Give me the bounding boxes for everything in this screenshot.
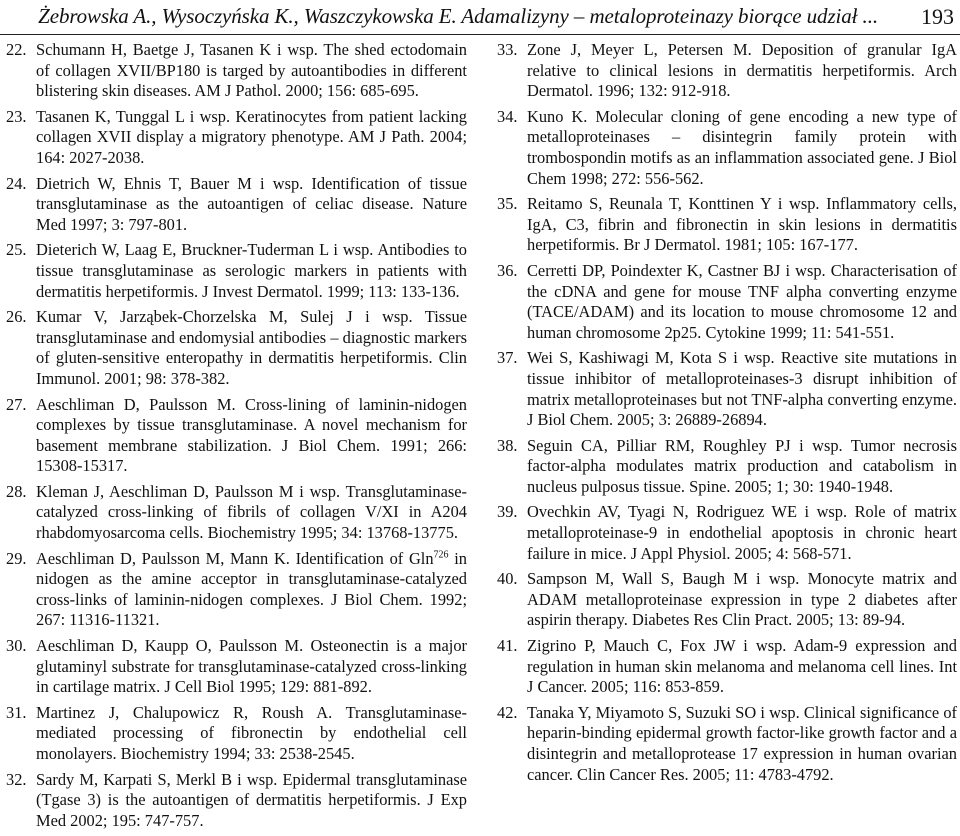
reference-number: 25. xyxy=(6,240,27,260)
reference-text: Sardy M, Karpati S, Merkl B i wsp. Epidermal transglutaminase (Tgase 3) is the autoantigen of dermatitis herpetiformis. J Exp Med 2002; 195: 747-757. xyxy=(36,769,467,830)
reference-number: 28. xyxy=(6,481,27,501)
reference-number: 27. xyxy=(6,394,27,414)
reference-number: 30. xyxy=(6,636,27,656)
page-number: 193 xyxy=(921,4,954,29)
reference-item xyxy=(497,194,957,256)
reference-item xyxy=(497,261,957,343)
reference-item xyxy=(6,307,467,389)
reference-item xyxy=(6,770,467,832)
reference-item xyxy=(497,436,957,498)
reference-item xyxy=(497,107,957,189)
reference-number: 42. xyxy=(497,702,518,722)
reference-item xyxy=(6,40,467,102)
reference-number: 37. xyxy=(497,348,518,368)
reference-number: 29. xyxy=(6,548,27,568)
page-header xyxy=(0,0,960,35)
reference-item xyxy=(6,703,467,765)
reference-number: 24. xyxy=(6,173,27,193)
reference-item xyxy=(6,107,467,169)
reference-text: Tasanen K, Tunggal L i wsp. Keratinocytes from patient lacking collagen XVII display a migratory phenotype. AM J Path. 2004; 164: 2027-2038. xyxy=(36,106,467,167)
reference-item xyxy=(6,482,467,544)
reference-text: Cerretti DP, Poindexter K, Castner BJ i wsp. Characterisation of the cDNA and gene for mouse TNF alpha converting enzyme (TACE/ADAM) and its location to mouse chromosome 12 and human chromosome 2p25. Cytokine 1999; 11: 541-551. xyxy=(527,260,957,342)
reference-text: Tanaka Y, Miyamoto S, Suzuki SO i wsp. Clinical significance of heparin-binding epidermal growth factor-like growth factor and a disintegrin and metalloprotease 17 expression in human ovarian cancer. Clin Cancer Res. 2005; 11: 4783-4792. xyxy=(527,702,957,784)
reference-text-part: Aeschliman D, Paulsson M, Mann K. Identification of Gln xyxy=(36,548,434,568)
reference-text: Zigrino P, Mauch C, Fox JW i wsp. Adam-9 expression and regulation in human skin melanoma and melanoma cell lines. Int J Cancer. 2005; 116: 853-859. xyxy=(527,636,957,697)
reference-number: 22. xyxy=(6,40,27,59)
reference-text: Kuno K. Molecular cloning of gene encoding a new type of metalloproteinases – disintegrin family protein with trombospondin motifs as an inflammation associated gene. J Biol Chem 1998; 272: 556-562. xyxy=(527,106,957,188)
reference-item xyxy=(497,703,957,785)
reference-number: 33. xyxy=(497,40,518,59)
reference-text: Wei S, Kashiwagi M, Kota S i wsp. Reactive site mutations in tissue inhibitor of metalloproteinases-3 disrupt inhibition of matrix metalloproteinases but not TNF-alpha converting enzyme. J Biol Chem. 2005; 3: 26889-26894. xyxy=(527,348,957,430)
reference-text: Aeschliman D, Kaupp O, Paulsson M. Osteonectin is a major glutaminyl substrate for transglutaminase-catalyzed cross-linking in cartilage matrix. J Cell Biol 1995; 129: 881-892. xyxy=(36,636,467,697)
reference-item xyxy=(497,40,957,102)
reference-text: Dietrich W, Ehnis T, Bauer M i wsp. Identification of tissue transglutaminase as the autoantigen of celiac disease. Nature Med 1997; 3: 797-801. xyxy=(36,173,467,234)
reference-number: 31. xyxy=(6,702,27,722)
reference-text: Dieterich W, Laag E, Bruckner-Tuderman L i wsp. Antibodies to tissue transglutaminase as serologic markers in patients with dermatitis herpetiformis. J Invest Dermatol. 1999; 113: 133-136. xyxy=(36,240,467,301)
reference-number: 41. xyxy=(497,636,518,656)
reference-item xyxy=(6,174,467,236)
reference-number: 35. xyxy=(497,194,518,214)
reference-text: Reitamo S, Reunala T, Konttinen Y i wsp. Inflammatory cells, IgA, C3, fibrin and fibronectin in skin lesions in dermatitis herpetiformis. Br J Dermatol. 1981; 105: 167-177. xyxy=(527,194,957,255)
reference-item xyxy=(6,549,467,631)
reference-text: Aeschliman D, Paulsson M. Cross-lining of laminin-nidogen complexes by tissue transglutaminase. A novel mechanism for basement membrane stabilization. J Biol Chem. 1991; 266: 15308-15317. xyxy=(36,394,467,476)
reference-column-left xyxy=(6,40,467,836)
reference-text xyxy=(36,549,467,631)
reference-item xyxy=(6,395,467,477)
reference-number: 26. xyxy=(6,307,27,327)
reference-number: 39. xyxy=(497,502,518,522)
reference-text: Ovechkin AV, Tyagi N, Rodriguez WE i wsp. Role of matrix metalloproteinase-9 in endothelial apoptosis in chronic heart failure in mice. J Appl Physiol. 2005; 4: 568-571. xyxy=(527,502,957,563)
reference-number: 34. xyxy=(497,106,518,126)
reference-number: 32. xyxy=(6,769,27,789)
reference-number: 40. xyxy=(497,569,518,589)
reference-item xyxy=(6,636,467,698)
reference-item xyxy=(497,502,957,564)
reference-text: Sampson M, Wall S, Baugh M i wsp. Monocyte matrix and ADAM metalloproteinase expression in type 2 diabetes after aspirin therapy. Diabetes Res Clin Pract. 2005; 13: 89-94. xyxy=(527,569,957,630)
reference-text: Schumann H, Baetge J, Tasanen K i wsp. The shed ectodomain of collagen XVII/BP180 is targed by autoantibodies in different blistering skin diseases. AM J Pathol. 2000; 156: 685-695. xyxy=(36,40,467,101)
superscript: 726 xyxy=(433,549,449,561)
reference-text: Kumar V, Jarząbek-Chorzelska M, Sulej J i wsp. Tissue transglutaminase and endomysial antibodies – diagnostic markers of gluten-sensitive enteropathy in dermatitis herpetiformis. Clin Immunol. 2001; 98: 378-382. xyxy=(36,307,467,388)
reference-number: 36. xyxy=(497,260,518,280)
reference-text-part: in nidogen as the amine acceptor in transglutaminase-catalyzed cross-links of laminin-nidogen complexes. J Biol Chem. 1992; 267: 11316-11321. xyxy=(36,548,467,630)
reference-text: Zone J, Meyer L, Petersen M. Deposition of granular IgA relative to clinical lesions in dermatitis herpetiformis. Arch Dermatol. 1996; 132: 912-918. xyxy=(527,40,957,101)
reference-number: 38. xyxy=(497,435,518,455)
reference-text: Seguin CA, Pilliar RM, Roughley PJ i wsp. Tumor necrosis factor-alpha modulates matrix production and catabolism in nucleus pulposus tissue. Spine. 2005; 1; 30: 1940-1948. xyxy=(527,435,957,496)
reference-text: Kleman J, Aeschliman D, Paulsson M i wsp. Transglutaminase-catalyzed cross-linking of fibrils of collagen V/XI in A204 rhabdomyosarcoma cells. Biochemistry 1995; 34: 13768-13775. xyxy=(36,481,467,543)
reference-item xyxy=(497,348,957,430)
reference-column-right xyxy=(497,40,957,790)
reference-item xyxy=(497,569,957,631)
reference-text: Martinez J, Chalupowicz R, Roush A. Transglutaminase-mediated processing of fibronectin by endothelial cell monolayers. Biochemistry 1994; 33: 2538-2545. xyxy=(36,702,467,763)
reference-number: 23. xyxy=(6,106,27,126)
reference-item xyxy=(6,240,467,302)
reference-item xyxy=(497,636,957,698)
running-title: Żebrowska A., Wysoczyńska K., Waszczykowska E. Adamalizyny – metaloproteinazy biorące udział ... xyxy=(38,4,878,28)
